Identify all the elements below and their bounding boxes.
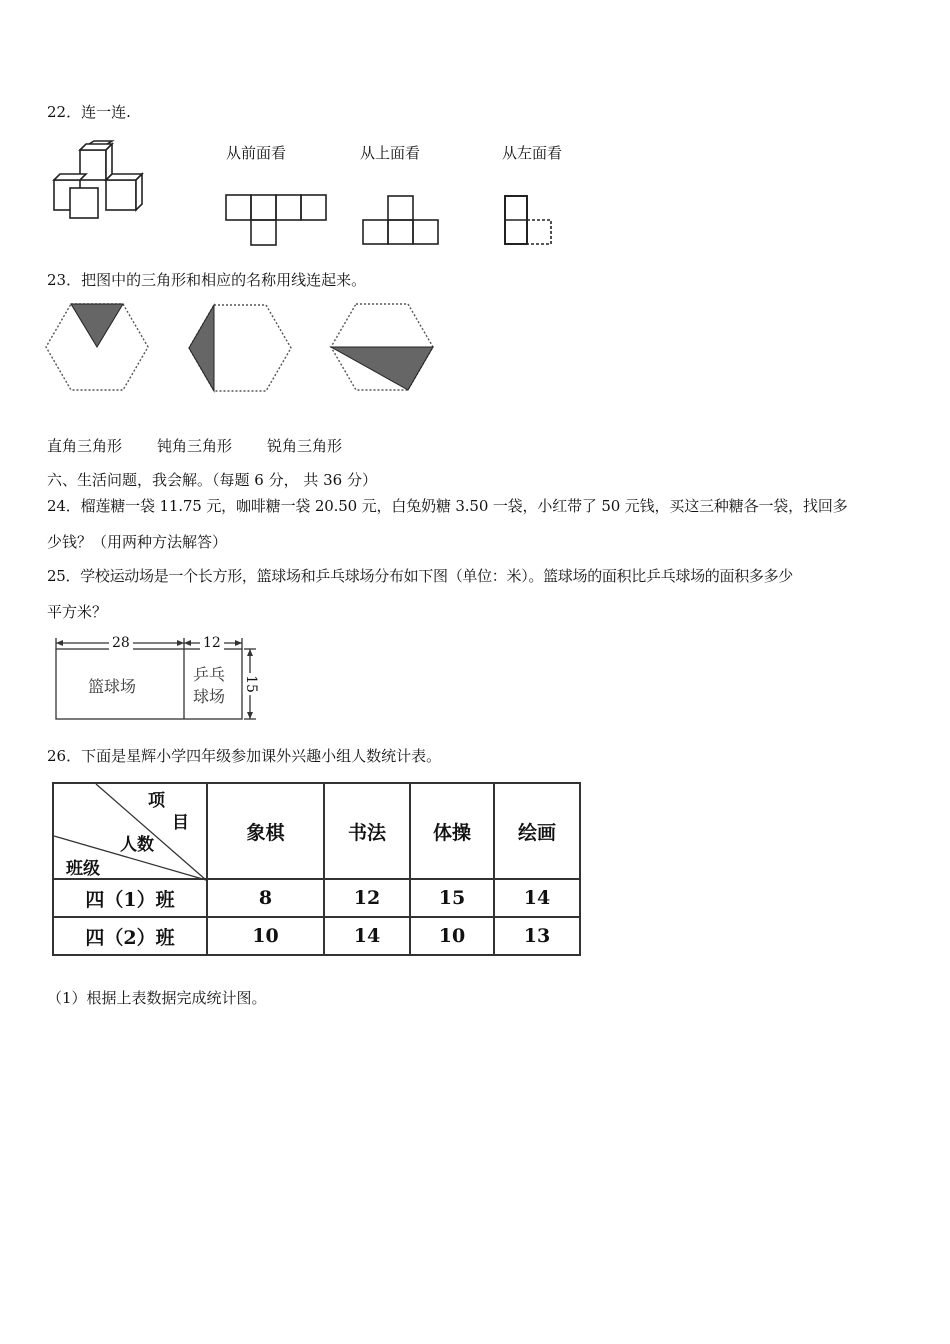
triangle-name-acute: 锐角三角形 — [267, 437, 343, 455]
dim-pingpong: 12 — [200, 635, 224, 651]
hexagon-figure-2 — [189, 303, 293, 393]
pingpong-label-line2: 球场 — [193, 687, 226, 706]
top-view-figure — [363, 194, 439, 246]
basketball-court-label: 篮球场 — [88, 677, 137, 696]
field-diagram — [52, 635, 267, 725]
view-label-left: 从左面看 — [502, 144, 563, 162]
corner-label-mu: 目 — [172, 813, 189, 833]
q26-title: 26．下面是星辉小学四年级参加课外兴趣小组人数统计表。 — [47, 747, 442, 765]
corner-label-xiang: 项 — [148, 791, 165, 811]
q23-title: 23．把图中的三角形和相应的名称用线连起来。 — [47, 271, 367, 289]
table-cell: 13 — [494, 917, 580, 955]
hexagon-figure-3 — [331, 302, 435, 392]
q24-line1: 24．榴莲糖一袋 11.75 元，咖啡糖一袋 20.50 元，白兔奶糖 3.50 一袋，小红带了 50 元钱，买这三种糖各一袋，找回多 — [47, 497, 848, 515]
table-cell: 12 — [324, 879, 410, 917]
row-class-label: 四（1）班 — [53, 879, 207, 917]
corner-label-renshu: 人数 — [120, 835, 154, 855]
q25-line1: 25．学校运动场是一个长方形，篮球场和乒乓球场分布如下图（单位：米）。篮球场的面积比乒乓球场的面积多多少 — [47, 567, 793, 585]
table-cell: 14 — [494, 879, 580, 917]
left-view-figure — [503, 194, 555, 246]
dim-height: 15 — [242, 675, 259, 693]
dim-basketball: 28 — [109, 635, 133, 651]
table-row — [53, 879, 580, 917]
q24-line2: 少钱？（用两种方法解答） — [47, 533, 228, 551]
stats-table — [52, 782, 581, 956]
front-view-figure — [224, 193, 328, 247]
q26-sub1: （1）根据上表数据完成统计图。 — [47, 989, 267, 1007]
pingpong-label-line1: 乒乓 — [193, 665, 226, 684]
header-painting: 绘画 — [494, 783, 580, 879]
section-heading: 六、生活问题，我会解。（每题 6 分， 共 36 分） — [47, 471, 377, 489]
table-cell: 14 — [324, 917, 410, 955]
cube-stack-figure — [50, 140, 150, 220]
header-calligraphy: 书法 — [324, 783, 410, 879]
table-row — [53, 917, 580, 955]
header-chess: 象棋 — [207, 783, 324, 879]
table-corner-cell — [53, 783, 207, 879]
table-cell: 15 — [410, 879, 494, 917]
row-class-label: 四（2）班 — [53, 917, 207, 955]
table-cell: 8 — [207, 879, 324, 917]
view-label-top: 从上面看 — [360, 144, 421, 162]
hexagon-figure-1 — [46, 302, 150, 392]
header-gymnastics: 体操 — [410, 783, 494, 879]
q22-title: 22．连一连. — [47, 103, 131, 121]
table-cell: 10 — [410, 917, 494, 955]
corner-label-banji: 班级 — [66, 859, 100, 879]
triangle-name-obtuse: 钝角三角形 — [157, 437, 233, 455]
triangle-name-right: 直角三角形 — [47, 437, 123, 455]
q25-line2: 平方米？ — [47, 603, 108, 621]
view-label-front: 从前面看 — [226, 144, 287, 162]
table-cell: 10 — [207, 917, 324, 955]
